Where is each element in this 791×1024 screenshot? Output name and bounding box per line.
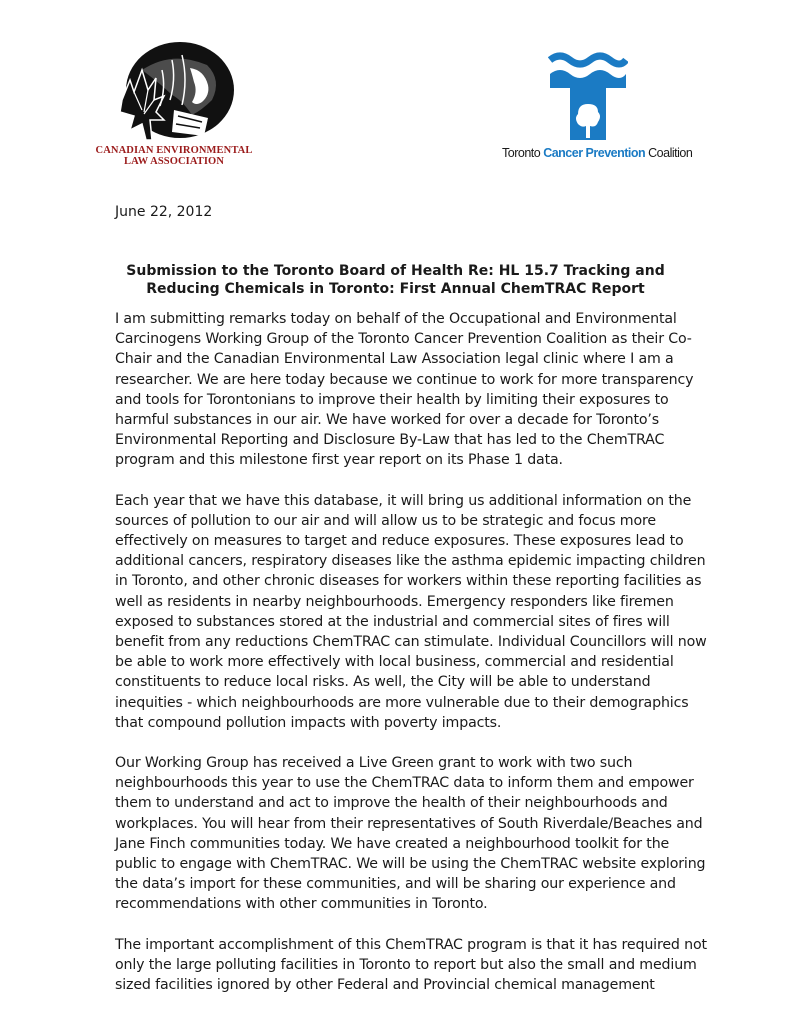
paragraph-4: [115, 935, 707, 996]
text-line: that compound pollution impacts with poverty impacts.: [115, 714, 502, 731]
letter-title: [100, 262, 691, 298]
text-line: researcher. We are here today because we continue to work for more transparency: [115, 371, 694, 388]
text-line: neighbourhoods this year to use the ChemTRAC data to inform them and empower: [115, 775, 694, 792]
text-line: the data’s import for these communities, and will be sharing our experience and: [115, 876, 676, 893]
text-line: program and this milestone first year report on its Phase 1 data.: [115, 452, 563, 469]
woman-maple-leaf-icon: [112, 40, 237, 145]
text-line: in Toronto, and other chronic diseases for workers within these reporting facilities as: [115, 573, 702, 590]
text-line: Each year that we have this database, it will bring us additional information on the: [115, 492, 692, 509]
text-line: The important accomplishment of this ChemTRAC program is that it has required not: [115, 936, 707, 953]
text-line: Chair and the Canadian Environmental Law Association legal clinic where I am a: [115, 351, 674, 368]
text-line: inequities - which neighbourhoods are more vulnerable due to their demographics: [115, 694, 689, 711]
text-line: I am submitting remarks today on behalf of the Occupational and Environmental: [115, 311, 677, 327]
text-line: exposed to substances stored at the industrial and commercial sites of fires will: [115, 613, 670, 630]
waves-t-tree-icon: [548, 52, 628, 140]
text-line: Environmental Reporting and Disclosure By-Law that has led to the ChemTRAC: [115, 432, 665, 449]
cela-organization-name: [84, 145, 264, 167]
text-line: well as residents in nearby neighbourhoods. Emergency responders like firemen: [115, 593, 674, 610]
text-line: public to engage with ChemTRAC. We will be using the ChemTRAC website exploring: [115, 856, 706, 873]
letter-date: June 22, 2012: [115, 204, 213, 220]
cela-name-line-1: CANADIAN ENVIRONMENTAL: [95, 145, 253, 156]
tcpc-name-suffix: Coalition: [648, 146, 693, 160]
text-line: harmful substances in our air. We have worked for over a decade for Toronto’s: [115, 412, 660, 429]
paragraph-1: [115, 309, 695, 471]
text-line: them to understand and act to improve the health of their neighbourhoods and: [115, 795, 668, 812]
tcpc-name-prefix: Toronto: [502, 146, 541, 160]
tcpc-logo: [548, 52, 628, 140]
tcpc-organization-name: [502, 146, 702, 160]
tcpc-name-accent: Cancer Prevention: [543, 146, 646, 160]
title-line-1: Submission to the Toronto Board of Health Re: HL 15.7 Tracking and: [126, 263, 665, 279]
text-line: Our Working Group has received a Live Green grant to work with two such: [115, 755, 633, 772]
text-line: sources of pollution to our air and will allow us to be strategic and focus more: [115, 512, 656, 529]
text-line: benefit from any reductions ChemTRAC can stimulate. Individual Councillors will now: [115, 634, 707, 651]
text-line: only the large polluting facilities in Toronto to report but also the small and medium: [115, 956, 697, 973]
text-line: be able to work more effectively with local business, commercial and residential: [115, 654, 674, 671]
title-line-2: Reducing Chemicals in Toronto: First Annual ChemTRAC Report: [146, 281, 645, 297]
cela-name-line-2: LAW ASSOCIATION: [123, 156, 225, 167]
text-line: constituents to reduce local risks. As well, the City will be able to understand: [115, 674, 651, 691]
text-line: workplaces. You will hear from their representatives of South Riverdale/Beaches and: [115, 815, 703, 832]
text-line: additional cancers, respiratory diseases like the asthma epidemic impacting children: [115, 553, 706, 570]
paragraph-2: [115, 491, 707, 733]
text-line: Jane Finch communities today. We have created a neighbourhood toolkit for the: [115, 835, 670, 852]
cela-logo: [112, 40, 237, 145]
paragraph-3: [115, 753, 706, 915]
text-line: and tools for Torontonians to improve their health by limiting their exposures to: [115, 391, 669, 408]
text-line: Carcinogens Working Group of the Toronto Cancer Prevention Coalition as their Co-: [115, 331, 692, 348]
text-line: sized facilities ignored by other Federal and Provincial chemical management: [115, 977, 655, 994]
letter-body: [115, 309, 707, 1015]
text-line: effectively on measures to target and reduce exposures. These exposures lead to: [115, 533, 684, 550]
text-line: recommendations with other communities in Toronto.: [115, 896, 488, 913]
